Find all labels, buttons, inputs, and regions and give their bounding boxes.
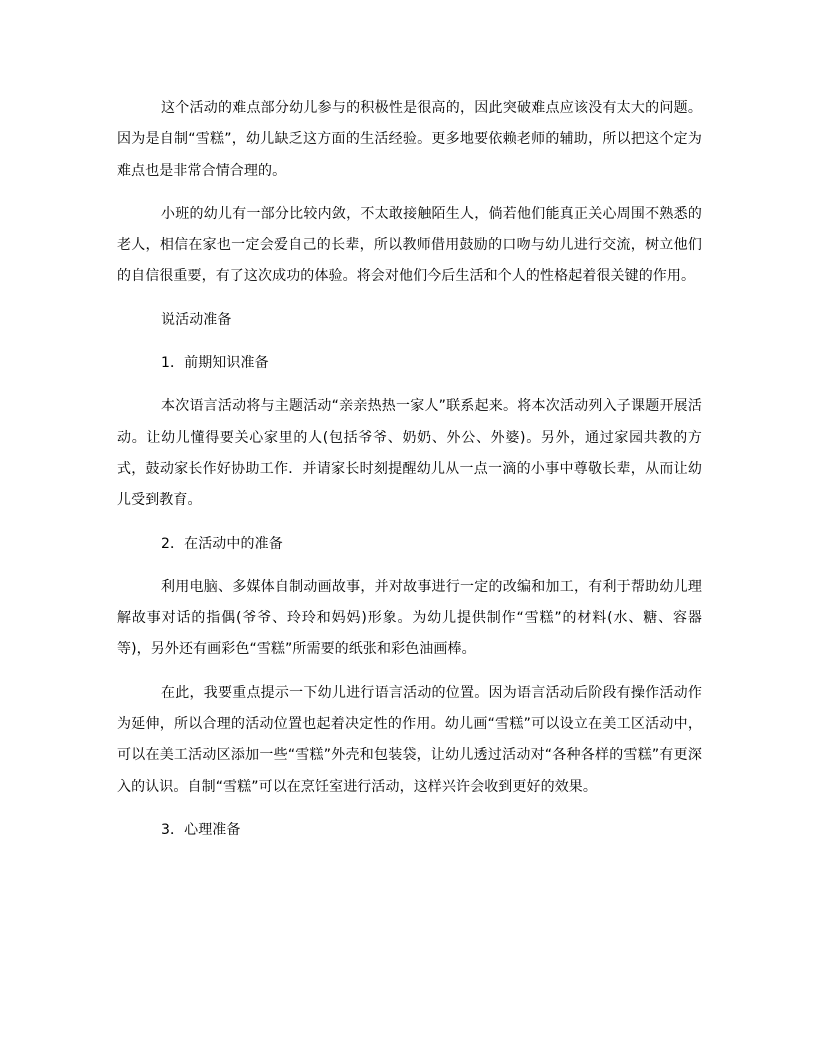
paragraph-confidence: 小班的幼儿有一部分比较内敛，不太敢接触陌生人，倘若他们能真正关心周围不熟悉的老人，相信在家也一定会爱自己的长辈，所以教师借用鼓励的口吻与幼儿进行交流，树立他们的自信很重要，有了这次成功的体验。将会对他们今后生活和个人的性格起着很关键的作用。 [117,205,702,285]
paragraph-theme-activity: 本次语言活动将与主题活动“亲亲热热一家人”联系起来。将本次活动列入子课题开展活动。让幼儿懂得要关心家里的人(包括爷爷、奶奶、外公、外婆)。另外，通过家园共教的方式，鼓动家长作好协助工作．并请家长时刻提醒幼儿从一点一滴的小事中尊敬长辈，从而让幼儿受到教育。 [117,398,702,509]
paragraph-materials: 利用电脑、多媒体自制动画故事，并对故事进行一定的改编和加工，有利于帮助幼儿理解故事对话的指偶(爷爷、玲玲和妈妈)形象。为幼儿提供制作“雪糕”的材料(水、糖、容器等)，另外还有画彩色“雪糕”所需要的纸张和彩色油画棒。 [117,578,702,658]
subheading-psychological-preparation: 3．心理准备 [161,821,241,838]
section-heading-preparation: 说活动准备 [161,311,232,328]
paragraph-activity-location: 在此，我要重点提示一下幼儿进行语言活动的位置。因为语言活动后阶段有操作活动作为延伸，所以合理的活动位置也起着决定性的作用。幼儿画“雪糕”可以设立在美工区活动中，可以在美工活动区添加一些“雪糕”外壳和包装袋，让幼儿透过活动对“各种各样的雪糕”有更深入的认识。自制“雪糕”可以在烹饪室进行活动，这样兴许会收到更好的效果。 [117,684,702,795]
document-body [117,93,702,858]
paragraph-difficulty: 这个活动的难点部分幼儿参与的积极性是很高的，因此突破难点应该没有太大的问题。因为是自制“雪糕”，幼儿缺乏这方面的生活经验。更多地要依赖老师的辅助，所以把这个定为难点也是非常合情合理的。 [117,100,702,179]
subheading-in-activity-preparation: 2．在活动中的准备 [161,535,283,552]
subheading-knowledge-preparation: 1．前期知识准备 [161,355,269,372]
